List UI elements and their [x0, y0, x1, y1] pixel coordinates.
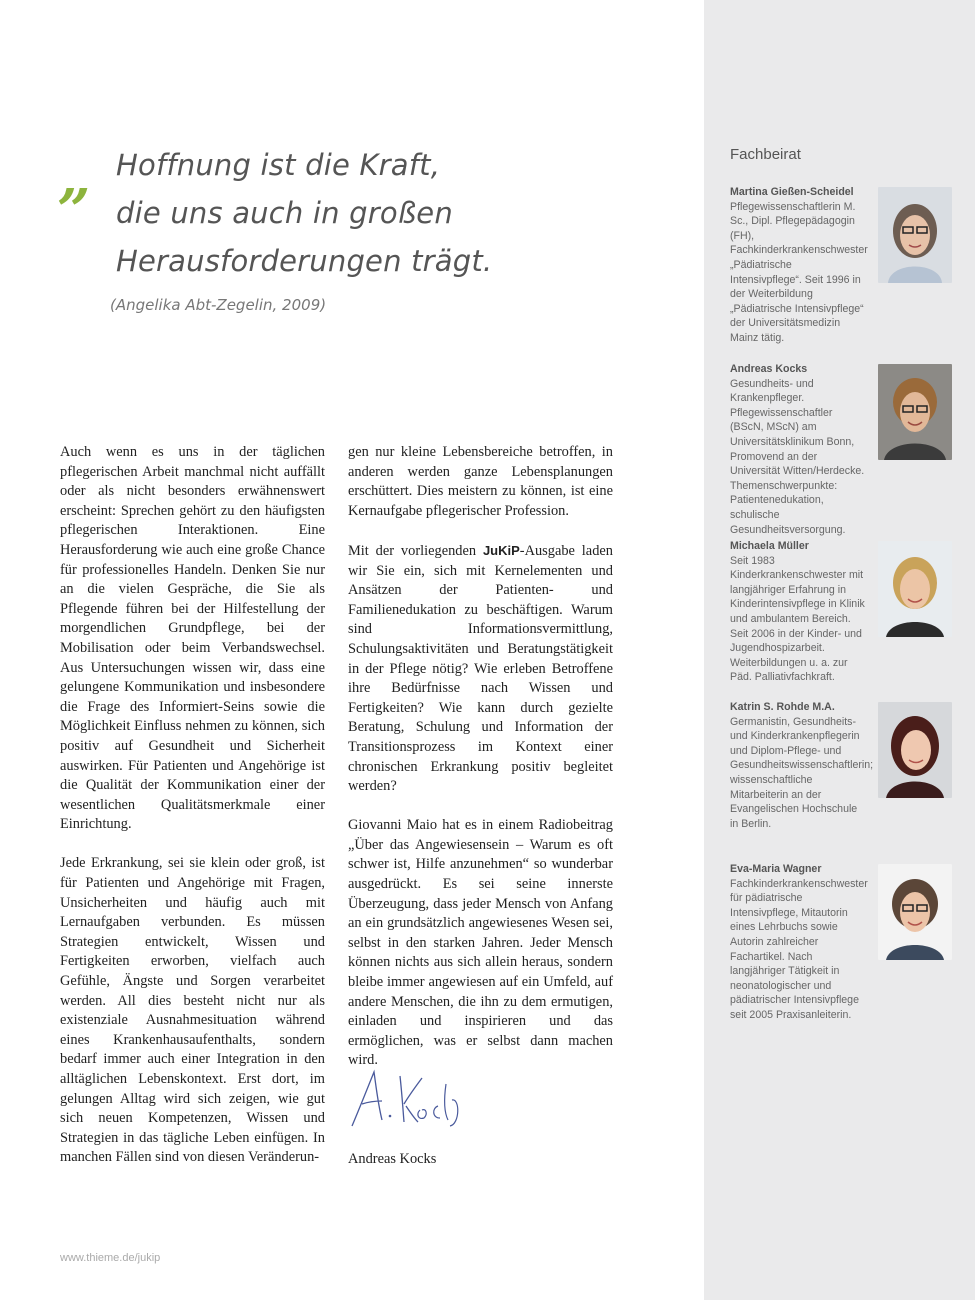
board-member — [730, 539, 972, 699]
member-description: Gesundheits- und Krankenpfleger. Pflegewissenschaftler (BScN, MScN) am Universitätsklinikum Bonn, Promovend an der Universität Witten/Herdecke. Themenschwerpunkte: Patientenedukation, schulische Gesundheitsversorgung. — [730, 377, 865, 536]
board-member — [730, 700, 972, 860]
editorial-column-left — [60, 443, 325, 1188]
quote-mark: „ — [58, 143, 92, 211]
member-name: Eva-Maria Wagner — [730, 863, 822, 875]
member-portrait — [878, 864, 952, 960]
member-name: Michaela Müller — [730, 540, 809, 552]
sidebar-title: Fachbeirat — [730, 146, 801, 163]
paragraph: Giovanni Maio hat es in einem Radiobeitrag „Über das Angewiesensein – Warum es oft schwer ist, Hilfe anzunehmen“ so wunderbar ausgedrückt. Es sei seine innerste Überzeugung, dass jeder Mensch von Anfang an ein grundsätzlich angewiesenes Wesen sei, selbst in den starken Jahren. Jeder Mensch können nichts aus sich allein heraus, sondern bleibe immer angewiesen auf ein Umfeld, auf andere Menschen, die ihn zu dem ermutigen, einladen und inspirieren und das ermöglichen, was er selbst dann machen wird. — [348, 817, 613, 1069]
paragraph: gen nur kleine Lebensbereiche betroffen, in anderen werden ganze Lebensplanungen erschüttert. Dies meistern zu können, ist eine Kernaufgabe pflegerischer Profession. — [348, 444, 613, 519]
board-member — [730, 862, 972, 1022]
member-portrait — [878, 702, 952, 798]
paragraph — [348, 541, 613, 797]
brand-name: JuKiP — [482, 542, 520, 558]
handwritten-signature — [348, 1064, 468, 1134]
quote-source: (Angelika Abt-Zegelin, 2009) — [110, 296, 327, 314]
member-description: Germanistin, Gesundheits- und Kinderkrankenpflegerin und Diplom-Pflege- und Gesundheitswissenschaftlerin; wissenschaftliche Mitarbeiterin an der Evangelischen Hochschule in Berlin. — [730, 715, 874, 830]
member-portrait — [878, 364, 952, 460]
member-description: Pflegewissenschaftlerin M. Sc., Dipl. Pflegepädagogin (FH), Fachkinderkrankenschwester „Pädiatrische Intensivpflege“. Seit 1996 in der Weiterbildung „Pädiatrische Intensivpflege“ der Universitätsmedizin Mainz tätig. — [730, 200, 868, 344]
member-name: Katrin S. Rohde M.A. — [730, 701, 835, 713]
member-portrait — [878, 187, 952, 283]
member-name: Andreas Kocks — [730, 363, 808, 375]
board-member — [730, 362, 972, 536]
quote-line-3: Herausforderungen trägt. — [116, 244, 493, 278]
member-name: Martina Gießen-Scheidel — [730, 186, 854, 198]
paragraph: Auch wenn es uns in der täglichen pflegerischen Arbeit manchmal nicht auffällt oder als nicht besonders erwähnenswert erscheint: Sprechen gehört zu den häufigsten pflegerischen Interaktionen. Eine Herausforderung wie auch eine große Chance für professionelles Handeln. Denken Sie nur an die vielen Gespräche, die Sie als Pflegende führen bei der Hilfestellung der morgendlichen Grundpflege, bei der Mobilisation oder beim Verbandswechsel. Aus Untersuchungen wissen wir, dass eine gelungene Kommunikation und insbesondere die Frage des Informiert-Seins sowie die Möglichkeit Einfluss nehmen zu können, sich positiv auf Gesundheit und Sicherheit auswirken. Für Patienten und Angehörige ist die Qualität der Kommunikation einer der wesentlichen Qualitätsmerkmale einer Einrichtung. — [60, 444, 325, 833]
quote-line-2: die uns auch in großen — [116, 196, 453, 230]
author-name: Andreas Kocks — [348, 1151, 437, 1167]
paragraph-text: -Ausgabe laden wir Sie ein, sich mit Kernelementen und Ansätzen der Patienten- und Familienedukation zu beschäftigen. Warum sind Informationsvermittlung, Schulungsaktivitäten und Beratungstätigkeit in der Pflege nötig? Wie erleben Betroffene ihre Bedürfnisse nach Wissen und Fertigkeiten? Wie kann durch gezielte Beratung, Schulung und Information der Transitionsprozess im Kontext einer chronischen Erkrankung positiv begleitet werden? — [348, 542, 613, 795]
paragraph: Jede Erkrankung, sei sie klein oder groß, ist für Patienten und Angehörige mit Fragen, Unsicherheiten und häufig auch mit Lernaufgaben verbunden. Es müssen Strategien entwickelt, Wissen und Fertigkeiten erworben, vielfach auch Gefühle, Ängste und Sorgen verarbeitet werden. All dies besteht nicht nur als existenziale Ausnahmesituation während eines Krankenhausaufenthalts, sondern bedarf immer auch einer Integration in den alltäglichen Lebenskontext. Erst dort, im gelungen Alltag wird sich zeigen, wie gut sich neuen Kompetenzen, Wissen und Strategien in das tägliche Leben einfügen. In manchen Fällen sind von diesen Veränderun- — [60, 855, 325, 1166]
paragraph-text: Mit der vorliegenden — [348, 542, 483, 559]
quote-line-1: Hoffnung ist die Kraft, — [116, 148, 441, 182]
board-member — [730, 185, 972, 345]
advisory-board-sidebar — [704, 0, 975, 1300]
footer-url[interactable]: www.thieme.de/jukip — [60, 1252, 161, 1264]
editorial-column-right — [348, 443, 613, 1091]
member-description: Seit 1983 Kinderkrankenschwester mit langjähriger Erfahrung in Kinderintensivpflege in Klinik und ambulantem Bereich. Seit 2006 in der Kinder- und Jugendhospizarbeit. Weiterbildungen u. a. zur Päd. Palliativfachkraft. — [730, 554, 865, 684]
member-portrait — [878, 541, 952, 637]
member-description: Fachkinderkrankenschwester für pädiatrische Intensivpflege, Mitautorin eines Lehrbuchs sowie Autorin zahlreicher Fachartikel. Nach langjähriger Tätigkeit in neonatologischer und pädiatrischer Intensivpflege seit 2005 Praxisanleiterin. — [730, 877, 868, 1021]
